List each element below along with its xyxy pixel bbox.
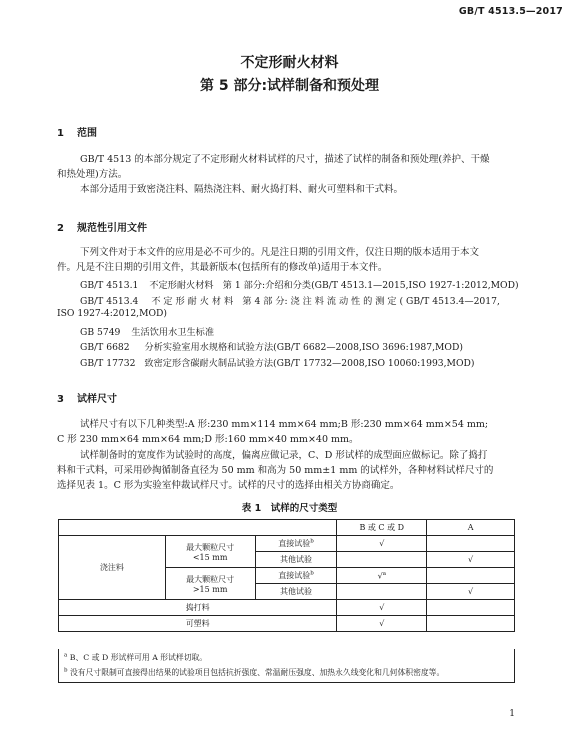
table-header-row [59,520,515,536]
reference-text: 分析实验室用水规格和试验方法(GB/T 6682—2008,ISO 3696:1987,MOD) [144,342,463,353]
footnote-mark: b [310,538,314,545]
sample-size-line: 试样制备时的宽度作为试验时的高度，偏离应做记录，C、D 形试样的成型面应做标记。除了捣打 [80,450,488,461]
direct-test-cell: 直接试验$^b$ [255,568,337,584]
reference-code: GB/T 6682 [80,342,130,353]
ramming-cell: 捣打料 [59,600,337,616]
reference-item [80,355,474,369]
empty-cell [427,536,515,552]
check-cell: √$^a$ [337,568,427,584]
table-row [59,600,515,616]
empty-cell [337,552,427,568]
reference-item [80,293,500,307]
footnote-mark: a [382,570,386,577]
reference-code: GB 5749 [80,327,121,338]
grain-value: >15 mm [192,584,228,594]
section-title: 试样尺寸 [77,394,117,405]
section-number: 2 [57,223,64,234]
table-caption: 表 1 试样的尺寸类型 [241,503,338,514]
table-header-blank [59,520,337,536]
reference-code: GB/T 4513.1 [80,280,139,291]
document-subtitle: 第 5 部分:试样制备和预处理 [199,78,380,94]
table-note-a: $^a$ B、C 或 D 形试样可用 A 形试样切取。 [64,652,208,662]
other-test-cell: 其他试验 [255,584,337,600]
table-note-b: $^b$ 没有尺寸限制可直接得出结果的试验项目包括抗折强度、常温耐压强度、加热永久线变化和几何体积密度等。 [64,667,445,677]
page-number: 1 [509,709,515,719]
sample-size-table [58,519,515,632]
empty-cell [427,568,515,584]
header-bcd: B 或 C 或 D [337,520,427,536]
reference-item [80,324,214,338]
plastic-cell: 可塑料 [59,616,337,632]
check-cell: √ [337,536,427,552]
section-title: 规范性引用文件 [77,223,147,234]
grain-label: 最大颗粒尺寸 [186,542,235,552]
reference-text: 不 定 形 耐 火 材 料 第 4 部 分: 浇 注 料 流 动 性 的 测 定 ( GB/T 4513.4—2017, [151,296,500,307]
section-number: 1 [57,128,64,139]
scope-paragraph: 本部分适用于致密浇注料、隔热浇注料、耐火捣打料、耐火可塑料和干式料。 [80,184,404,195]
check-cell: √ [427,552,515,568]
section-number: 3 [57,394,64,405]
scope-paragraph-line: 和热处理)方法。 [57,169,128,180]
empty-cell [427,600,515,616]
reference-item [80,339,463,353]
section-title: 范围 [77,128,97,139]
reference-text: 致密定形含碳耐火制品试验方法(GB/T 17732—2008,ISO 10060:1993,MOD) [144,358,475,369]
references-intro-line: 下列文件对于本文件的应用是必不可少的。凡是注日期的引用文件，仅注日期的版本适用于本文 [80,247,480,258]
grain-gt-15-cell [165,568,255,600]
header-a: A [427,520,515,536]
standard-id: GB/T 4513.5—2017 [458,6,563,17]
document-title: 不定形耐火材料 [240,55,339,71]
footnote-mark: b [310,570,314,577]
grain-lt-15-cell [165,536,255,568]
reference-code: GB/T 17732 [80,358,136,369]
references-intro-line: 件。凡是不注日期的引用文件，其最新版本(包括所有的修改单)适用于本文件。 [57,262,388,273]
section-heading-scope [57,124,97,139]
section-heading-sample-size [57,390,117,405]
direct-test-cell: 直接试验$^b$ [255,536,337,552]
empty-cell [427,616,515,632]
grain-value: <15 mm [192,552,228,562]
reference-item [80,277,519,291]
reference-continuation: ISO 1927-4:2012,MOD) [57,308,167,319]
reference-text: 不定形耐火材料 第 1 部分:介绍和分类(GB/T 4513.1—2015,ISO 1927-1:2012,MOD) [149,280,519,291]
section-heading-references [57,219,147,234]
table-row [59,616,515,632]
table-row [59,536,515,552]
sample-size-line: 试样尺寸有以下几种类型:A 形:230 mm×114 mm×64 mm;B 形:230 mm×64 mm×54 mm; [80,419,489,430]
empty-cell [337,584,427,600]
reference-code: GB/T 4513.4 [80,296,139,307]
reference-text: 生活饮用水卫生标准 [131,327,215,338]
scope-paragraph-line: GB/T 4513 的本部分规定了不定形耐火材料试样的尺寸，描述了试样的制备和预处理(养护、干燥 [80,154,490,165]
sample-size-line: C 形 230 mm×64 mm×64 mm;D 形:160 mm×40 mm×40 mm。 [57,434,359,445]
grain-label: 最大颗粒尺寸 [186,574,235,584]
sample-size-line: 料和干式料，可采用砂掏循制备直径为 50 mm 和高为 50 mm±1 mm 的试样外，各种材料试样尺寸的 [57,465,494,476]
castable-cell: 浇注料 [59,536,166,600]
other-test-cell: 其他试验 [255,552,337,568]
check-cell: √ [427,584,515,600]
check-cell: √ [337,600,427,616]
sample-size-line: 选择见表 1。C 形为实验室仲裁试样尺寸。试样的尺寸的选择由相关方协商确定。 [57,480,400,491]
check-cell: √ [337,616,427,632]
